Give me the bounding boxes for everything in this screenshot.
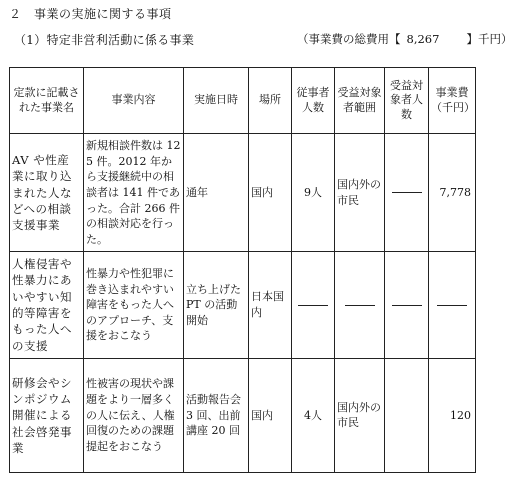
table-row <box>10 134 476 252</box>
row-cost: 7,778 <box>429 134 476 252</box>
dash-mark <box>345 305 375 306</box>
header-datetime: 実施日時 <box>184 68 249 134</box>
row-datetime: 立ち上げた PT の活動開始 <box>184 252 249 358</box>
row-beneficiary-scope: 国内外の市民 <box>335 358 385 472</box>
row-beneficiary-count <box>385 358 429 472</box>
dash-mark <box>392 192 422 193</box>
row-content: 新規相談件数は 125 件。2012 年から支援継続中の相談者は 141 件であった。合計 266 件の相談対応を行った。 <box>84 134 184 252</box>
dash-mark <box>437 305 467 306</box>
row-place: 国内 <box>249 134 292 252</box>
table-row <box>10 358 476 472</box>
activities-table <box>9 67 476 473</box>
row-place: 日本国内 <box>249 252 292 358</box>
total-cost-prefix: （事業費の総費用【 <box>297 32 401 46</box>
total-cost-suffix: 】千円） <box>466 32 513 46</box>
row-workers <box>292 252 335 358</box>
row-datetime: 活動報告会 3 回、出前講座 20 回 <box>184 358 249 472</box>
row-business-name: AV や性産業に取り込まれた人などへの相談支援事業 <box>10 134 84 252</box>
row-cost <box>429 252 476 358</box>
row-datetime: 通年 <box>184 134 249 252</box>
row-place: 国内 <box>249 358 292 472</box>
row-workers: 9人 <box>292 134 335 252</box>
row-beneficiary-scope <box>335 252 385 358</box>
section-heading: ２ 事業の実施に関する事項 <box>9 7 172 21</box>
header-business-name: 定款に記載された事業名 <box>10 68 84 134</box>
header-cost: 事業費（千円） <box>429 68 476 134</box>
table-row <box>10 252 476 358</box>
row-cost: 120 <box>429 358 476 472</box>
header-workers: 従事者人数 <box>292 68 335 134</box>
header-place: 場所 <box>249 68 292 134</box>
row-beneficiary-count <box>385 134 429 252</box>
row-beneficiary-scope: 国内外の市民 <box>335 134 385 252</box>
row-workers: 4人 <box>292 358 335 472</box>
total-cost-label <box>297 31 513 47</box>
row-content: 性暴力や性犯罪に巻き込まれやすい障害をもった人へのアプローチ、支援をおこなう <box>84 252 184 358</box>
row-content: 性被害の現状や課題をより一層多くの人に伝え、人権回復のための課題提起をおこなう <box>84 358 184 472</box>
row-business-name: 研修会やシンポジウム開催による社会啓発事業 <box>10 358 84 472</box>
total-cost-amount: 8,267 <box>406 32 440 46</box>
row-beneficiary-count <box>385 252 429 358</box>
row-business-name: 人権侵害や性暴力にあいやすい知的等障害をもった人への支援 <box>10 252 84 358</box>
subsection-title: （1）特定非営利活動に係る事業 <box>14 33 195 47</box>
header-beneficiary-scope: 受益対象者範囲 <box>335 68 385 134</box>
header-beneficiary-count: 受益対象者人数 <box>385 68 429 134</box>
dash-mark <box>392 305 422 306</box>
header-content: 事業内容 <box>84 68 184 134</box>
table-header-row <box>10 68 476 134</box>
dash-mark <box>298 305 328 306</box>
